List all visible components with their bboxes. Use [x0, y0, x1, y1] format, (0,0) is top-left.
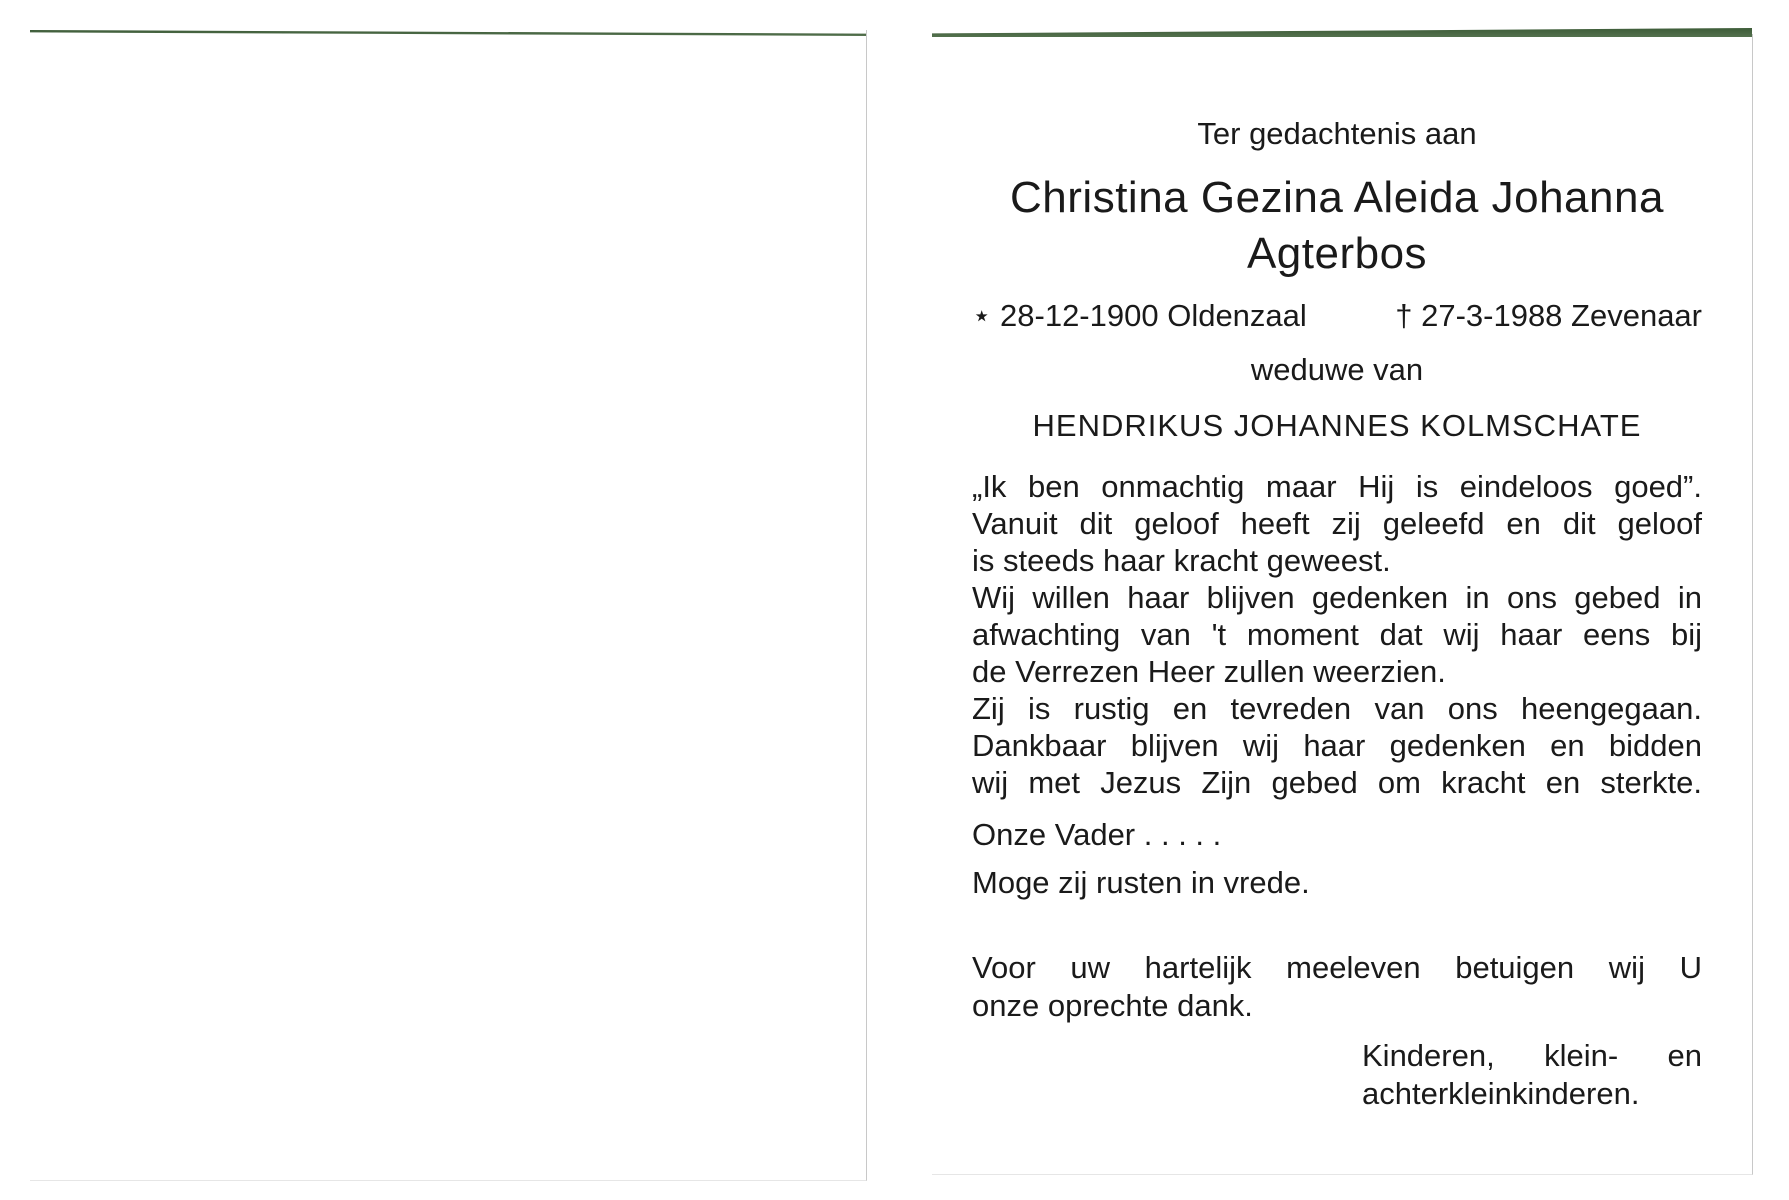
memorial-verse: [972, 468, 1702, 801]
life-dates: [972, 296, 1702, 336]
birth-date-place: ⋆ 28-12-1900 Oldenzaal: [972, 298, 1307, 333]
memorial-content: [972, 114, 1702, 1113]
death-date-place: † 27-3-1988 Zevenaar: [1395, 298, 1702, 333]
verse-line: Wij willen haar blijven gedenken in ons gebed in: [972, 580, 1702, 615]
left-card-green-edge: [30, 30, 866, 36]
thanks-line1: Voor uw hartelijk meeleven betuigen wij U: [972, 950, 1702, 985]
verse-line: wij met Jezus Zijn gebed om kracht en sterkte.: [972, 765, 1702, 800]
verse-line: „Ik ben onmachtig maar Hij is eindeloos goed”.: [972, 469, 1702, 504]
family-signoff: [1362, 1037, 1702, 1113]
deceased-name-line2: Agterbos: [1246, 229, 1428, 278]
left-card-blank-page: [30, 30, 867, 1181]
right-card-green-edge: [932, 28, 1752, 37]
deceased-name: [972, 170, 1702, 282]
verse-line: de Verrezen Heer zullen weerzien.: [972, 654, 1446, 689]
signoff-line1: Kinderen, klein- en: [1362, 1038, 1702, 1073]
verse-line: Vanuit dit geloof heeft zij geleefd en dit geloof: [972, 506, 1702, 541]
right-card-memorial-text: [932, 34, 1753, 1175]
deceased-name-line1: Christina Gezina Aleida Johanna: [1010, 173, 1664, 222]
widow-of-label: weduwe van: [1250, 352, 1424, 387]
husband-name: HENDRIKUS JOHANNES KOLMSCHATE: [1032, 408, 1642, 443]
signoff-line2: achterkleinkinderen.: [1362, 1076, 1640, 1111]
verse-line: afwachting van 't moment dat wij haar eens bij: [972, 617, 1702, 652]
prayer-line: Onze Vader . . . . .: [972, 817, 1222, 852]
verse-line: Zij is rustig en tevreden van ons heengegaan.: [972, 691, 1702, 726]
intro-line: Ter gedachtenis aan: [1197, 116, 1477, 151]
thanks-line2: onze oprechte dank.: [972, 988, 1253, 1023]
rest-in-peace-line: Moge zij rusten in vrede.: [972, 865, 1310, 900]
verse-line: is steeds haar kracht geweest.: [972, 543, 1391, 578]
verse-line: Dankbaar blijven wij haar gedenken en bidden: [972, 728, 1702, 763]
thanks-paragraph: [972, 949, 1702, 1025]
